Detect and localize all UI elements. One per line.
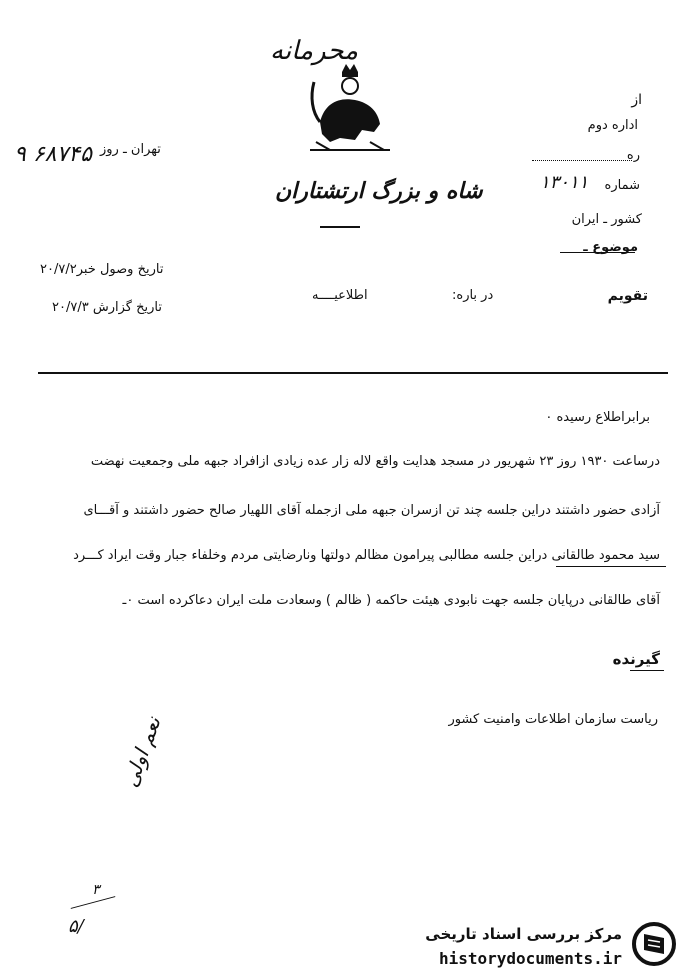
receiver-label: گیرنده xyxy=(612,650,660,668)
from-label: از xyxy=(631,92,642,108)
body-line-3: سید محمود طالقانی دراین جلسه مطالبی پیرامون مظالم دولتها ونارضایتی مردم وخلفاء جبار وقت ایراد کـــرد xyxy=(73,548,660,563)
header-rule xyxy=(38,372,668,374)
report-date: تاریخ گزارش ۲۰/۷/۳ xyxy=(52,300,162,315)
body-line-1: درساعت ۱۹۳۰ روز ۲۳ شهریور در مسجد هدایت واقع لاله زار عده زیادی ازافراد جبهه ملی وجمعیت نهضت xyxy=(90,454,660,469)
body-line-2: آزادی حضور داشتند دراین جلسه چند تن ازسران جبهه ملی ازجمله آقای اللهیار صالح حضور داشتند و آقـــای xyxy=(83,503,660,518)
country: کشور ـ ایران xyxy=(571,212,642,227)
department: اداره دوم xyxy=(587,118,638,133)
handwritten-number: ۶۸۷۴۵ ۹ xyxy=(14,142,92,167)
received-date: تاریخ وصول خبر۲۰/۷/۲ xyxy=(40,262,164,277)
subject-rule xyxy=(560,252,635,253)
secret-mark: محرمانه xyxy=(270,36,359,66)
subject-label: موضوع ـ xyxy=(583,240,638,255)
archive-logo-icon xyxy=(630,920,678,968)
number-value: ۱۳۰۱۱ xyxy=(540,172,589,193)
receiver-underline xyxy=(630,670,664,671)
regarding-label: در باره: xyxy=(452,288,494,303)
body-line-4: آقای طالقانی درپایان جلسه جهت نابودی هیئت حاکمه ( ظالم ) وسعادت ملت ایران دعاکرده است ۰ـ xyxy=(122,593,660,608)
ref-label: ره xyxy=(626,148,640,163)
regarding-value: اطلاعیــــه xyxy=(312,288,368,303)
recipient: تقویم xyxy=(607,288,648,304)
signature-note: نعم اولی xyxy=(118,713,166,791)
watermark-title: مرکز بررسی اسناد تاریخی xyxy=(425,925,622,943)
body-intro: برابراطلاع رسیده ۰ xyxy=(545,410,650,425)
org-underline xyxy=(320,226,360,228)
watermark-url: historydocuments.ir xyxy=(438,949,622,968)
number-label: شماره xyxy=(604,178,640,193)
page-mark-top: ۳ xyxy=(92,882,100,898)
lion-sun-emblem-icon xyxy=(300,62,400,162)
name-underline xyxy=(556,566,666,567)
org-name: شاه و بزرگ ارتشتاران xyxy=(275,178,483,204)
page-mark-bottom: ۵/ xyxy=(68,916,84,937)
city-day: تهران ـ روز xyxy=(100,142,161,157)
ref-dots xyxy=(532,160,632,161)
receiver-value: ریاست سازمان اطلاعات وامنیت کشور xyxy=(448,712,658,727)
